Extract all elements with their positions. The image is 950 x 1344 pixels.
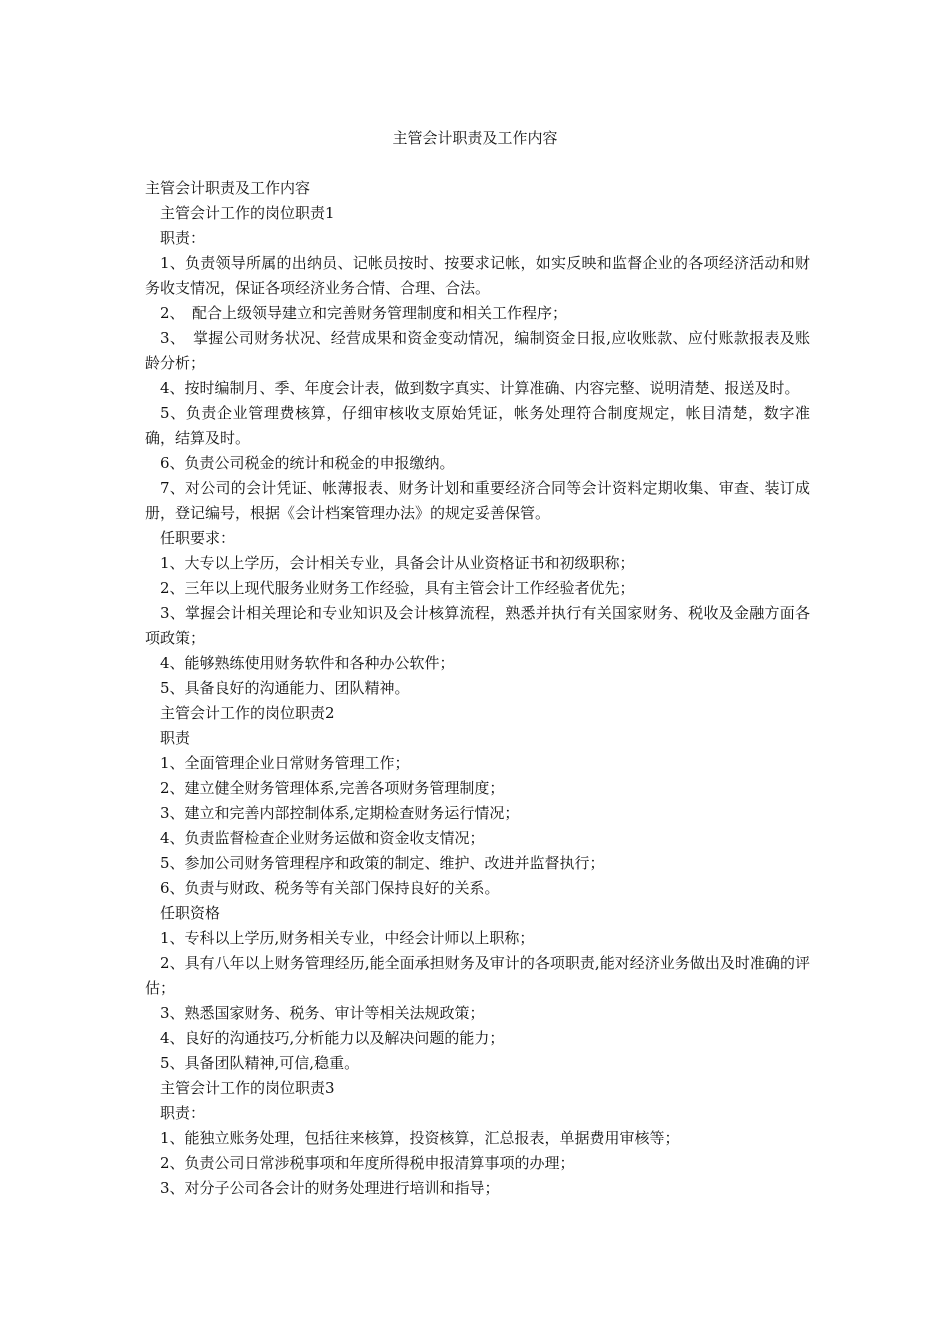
paragraph: 主管会计工作的岗位职责1: [160, 204, 335, 222]
paragraph: 3、对分子公司各会计的财务处理进行培训和指导；: [160, 1179, 500, 1197]
paragraph: 1、负责领导所属的出纳员、记帐员按时、按要求记帐，如实反映和监督企业的各项经济活动和财务收支情况，保证各项经济业务合情、合理、合法。: [145, 254, 810, 297]
paragraph: 2、具有八年以上财务管理经历,能全面承担财务及审计的各项职责,能对经济业务做出及时准确的评估；: [145, 954, 810, 997]
paragraph: 1、大专以上学历，会计相关专业，具备会计从业资格证书和初级职称；: [160, 554, 635, 572]
paragraph: 主管会计工作的岗位职责2: [160, 704, 335, 722]
document-body: [145, 176, 810, 1201]
paragraph: 4、良好的沟通技巧,分析能力以及解决问题的能力；: [160, 1029, 505, 1047]
paragraph: 2、建立健全财务管理体系,完善各项财务管理制度；: [160, 779, 505, 797]
paragraph: 1、专科以上学历,财务相关专业，中经会计师以上职称；: [160, 929, 535, 947]
paragraph: 7、对公司的会计凭证、帐薄报表、财务计划和重要经济合同等会计资料定期收集、审查、装订成册，登记编号，根据《会计档案管理办法》的规定妥善保管。: [145, 479, 810, 522]
paragraph: 5、具备团队精神,可信,稳重。: [160, 1054, 360, 1072]
paragraph: 3、熟悉国家财务、税务、审计等相关法规政策；: [160, 1004, 485, 1022]
paragraph: 1、全面管理企业日常财务管理工作；: [160, 754, 410, 772]
paragraph: 职责：: [160, 1104, 206, 1122]
paragraph: 6、负责公司税金的统计和税金的申报缴纳。: [160, 454, 455, 472]
paragraph: 2、 配合上级领导建立和完善财务管理制度和相关工作程序；: [160, 304, 568, 322]
paragraph: 4、能够熟练使用财务软件和各种办公软件；: [160, 654, 455, 672]
paragraph: 1、能独立账务处理，包括往来核算，投资核算，汇总报表，单据费用审核等；: [160, 1129, 680, 1147]
document-title: 主管会计职责及工作内容: [392, 129, 558, 147]
paragraph: 3、建立和完善内部控制体系,定期检查财务运行情况；: [160, 804, 520, 822]
paragraph: 任职资格: [160, 904, 221, 922]
paragraph: 3、掌握会计相关理论和专业知识及会计核算流程，熟悉并执行有关国家财务、税收及金融方面各项政策；: [145, 604, 810, 647]
paragraph: 主管会计工作的岗位职责3: [160, 1079, 335, 1097]
paragraph: 3、 掌握公司财务状况、经营成果和资金变动情况，编制资金日报,应收账款、应付账款报表及账龄分析；: [145, 329, 810, 372]
paragraph: 5、参加公司财务管理程序和政策的制定、维护、改进并监督执行；: [160, 854, 605, 872]
paragraph: 2、三年以上现代服务业财务工作经验，具有主管会计工作经验者优先；: [160, 579, 635, 597]
paragraph: 4、负责监督检查企业财务运做和资金收支情况；: [160, 829, 485, 847]
paragraph: 2、负责公司日常涉税事项和年度所得税申报清算事项的办理；: [160, 1154, 575, 1172]
paragraph: 6、负责与财政、税务等有关部门保持良好的关系。: [160, 879, 500, 897]
paragraph: 职责：: [160, 229, 206, 247]
paragraph: 5、负责企业管理费核算，仔细审核收支原始凭证，帐务处理符合制度规定，帐目清楚，数字准确，结算及时。: [145, 404, 810, 447]
paragraph: 任职要求：: [160, 529, 236, 547]
document-subtitle: 主管会计职责及工作内容: [145, 179, 311, 197]
paragraph: 4、按时编制月、季、年度会计表，做到数字真实、计算准确、内容完整、说明清楚、报送及时。: [160, 379, 800, 397]
paragraph: 5、具备良好的沟通能力、团队精神。: [160, 679, 410, 697]
paragraph: 职责: [160, 729, 191, 747]
